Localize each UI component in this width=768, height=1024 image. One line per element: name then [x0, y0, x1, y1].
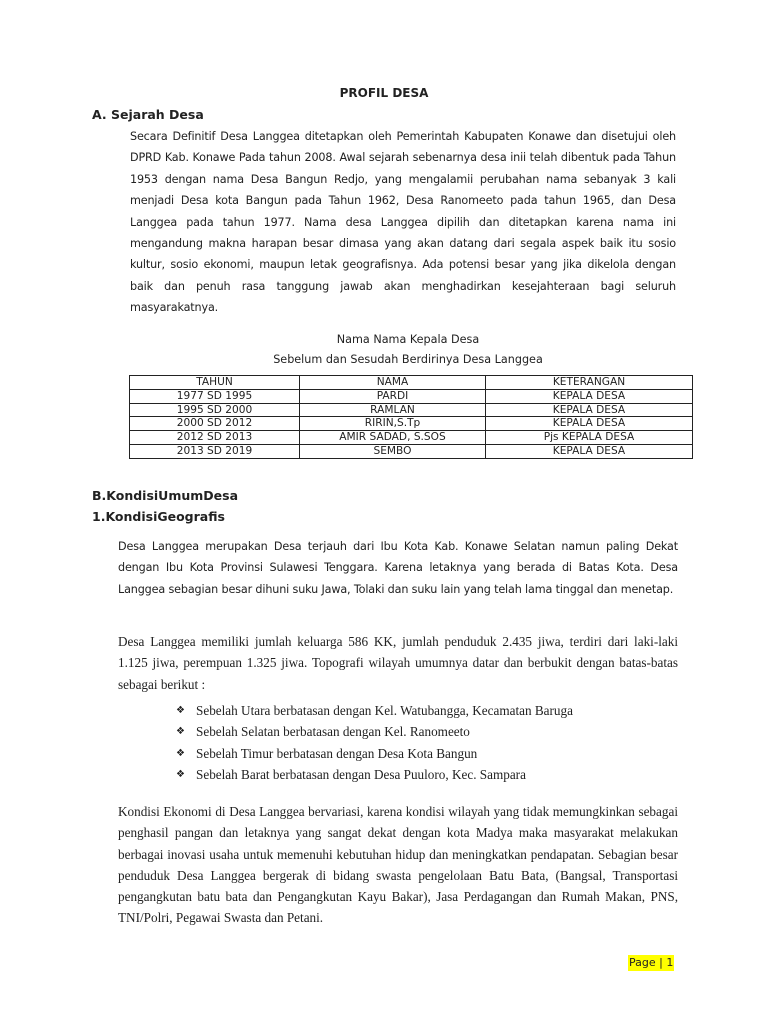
section-a-heading: A. Sejarah Desa [92, 107, 204, 122]
list-item [176, 764, 573, 785]
diamond-bullet-icon: ❖ [176, 747, 185, 759]
border-list [176, 700, 573, 785]
cell-keterangan: Pjs KEPALA DESA [486, 431, 693, 445]
cell-nama: SEMBO [300, 444, 486, 458]
table-caption-line2: Sebelum dan Sesudah Berdirinya Desa Langgea [273, 353, 543, 366]
diamond-bullet-icon: ❖ [176, 705, 185, 716]
border-north: Sebelah Utara berbatasan dengan Kel. Watubangga, Kecamatan Baruga [196, 703, 573, 718]
border-east: Sebelah Timur berbatasan dengan Desa Kota Bangun [196, 745, 478, 761]
table-header-row [130, 376, 693, 390]
table-caption-line1: Nama Nama Kepala Desa [336, 333, 480, 346]
list-item [176, 700, 573, 721]
cell-tahun: 2000 SD 2012 [130, 417, 300, 431]
document-title: PROFIL DESA [339, 86, 429, 100]
header-nama: NAMA [300, 376, 486, 390]
village-heads-table [129, 375, 693, 459]
cell-tahun: 1995 SD 2000 [130, 403, 300, 417]
geografis-paragraph-1: Desa Langgea merupakan Desa terjauh dari Ibu Kota Kab. Konawe Selatan namun paling Dekat dengan Ibu Kota Provinsi Sulawesi Tenggara. Karena letaknya yang berada di Batas Kota. Desa Langgea sebagian besar dihuni suku Jawa, Tolaki dan suku lain yang telah lama tinggal dan menetap. [118, 540, 678, 596]
diamond-bullet-icon: ❖ [176, 768, 185, 780]
border-south: Sebelah Selatan berbatasan dengan Kel. Ranomeeto [196, 724, 470, 740]
table-row [130, 431, 693, 445]
table-row [130, 444, 693, 458]
economy-paragraph: Kondisi Ekonomi di Desa Langgea bervariasi, karena kondisi wilayah yang tidak memungkinkan sebagai penghasil pangan dan letaknya yang sangat dekat dengan kota Madya maka masyarakat melakukan berbagai inovasi usaha untuk memenuhi kebutuhan hidup dan meningkatkan pendapatan. Sebagian besar penduduk Desa Langgea bergerak di bidang swasta pengelolaan Batu Bata, (Bangsal, Transportasi pengangkutan batu bata dan Pengangkutan Kayu Bakar), Jasa Perdagangan dan Rumah Makan, PNS, TNI/Polri, Pegawai Swasta dan Petani. [118, 804, 678, 926]
list-item [176, 721, 573, 742]
cell-tahun: 2013 SD 2019 [130, 444, 300, 458]
list-item [176, 743, 573, 764]
cell-keterangan: KEPALA DESA [486, 444, 693, 458]
table-row [130, 417, 693, 431]
geografis-paragraph-2: Desa Langgea memiliki jumlah keluarga 586 KK, jumlah penduduk 2.435 jiwa, terdiri dari laki-laki 1.125 jiwa, perempuan 1.325 jiwa. Topografi wilayah umumnya datar dan berbukit dengan batas-batas sebagai berikut : [118, 634, 678, 692]
cell-keterangan: KEPALA DESA [486, 389, 693, 403]
cell-nama: AMIR SADAD, S.SOS [300, 431, 486, 445]
section-a-paragraph: Secara Definitif Desa Langgea ditetapkan oleh Pemerintah Kabupaten Konawe dan disetujui oleh DPRD Kab. Konawe Pada tahun 2008. Awal sejarah sebenarnya desa inii telah dibentuk pada Tahun 1953 dengan nama Desa Bangun Redjo, yang mengalamii perubahan nama sebanyak 3 kali menjadi Desa kota Bangun pada Tahun 1962, Desa Ranomeeto pada tahun 1965, dan Desa Langgea pada tahun 1977. Nama desa Langgea dipilih dan ditetapkan karena nama ini mengandung makna harapan besar dimasa yang akan datang dari segala aspek baik itu sosio kultur, sosio ekonomi, maupun letak geografisnya. Ada potensi besar yang jika dikelola dengan baik dan penuh rasa tanggung jawab akan menghadirkan kesejahteraan bagi seluruh masyarakatnya. [130, 130, 676, 315]
cell-nama: PARDI [300, 389, 486, 403]
cell-tahun: 1977 SD 1995 [130, 389, 300, 403]
section-b-heading: B.KondisiUmumDesa [92, 488, 239, 503]
header-tahun: TAHUN [130, 376, 300, 390]
cell-nama: RAMLAN [300, 403, 486, 417]
section-b-subheading: 1.KondisiGeografis [92, 509, 225, 524]
cell-keterangan: KEPALA DESA [486, 417, 693, 431]
cell-tahun: 2012 SD 2013 [130, 431, 300, 445]
page-number: Page | 1 [629, 956, 674, 969]
cell-nama: RIRIN,S.Tp [300, 417, 486, 431]
diamond-bullet-icon: ❖ [176, 726, 185, 738]
border-west: Sebelah Barat berbatasan dengan Desa Puuloro, Kec. Sampara [196, 766, 526, 782]
table-row [130, 403, 693, 417]
cell-keterangan: KEPALA DESA [486, 403, 693, 417]
table-row [130, 389, 693, 403]
header-keterangan: KETERANGAN [486, 376, 693, 390]
